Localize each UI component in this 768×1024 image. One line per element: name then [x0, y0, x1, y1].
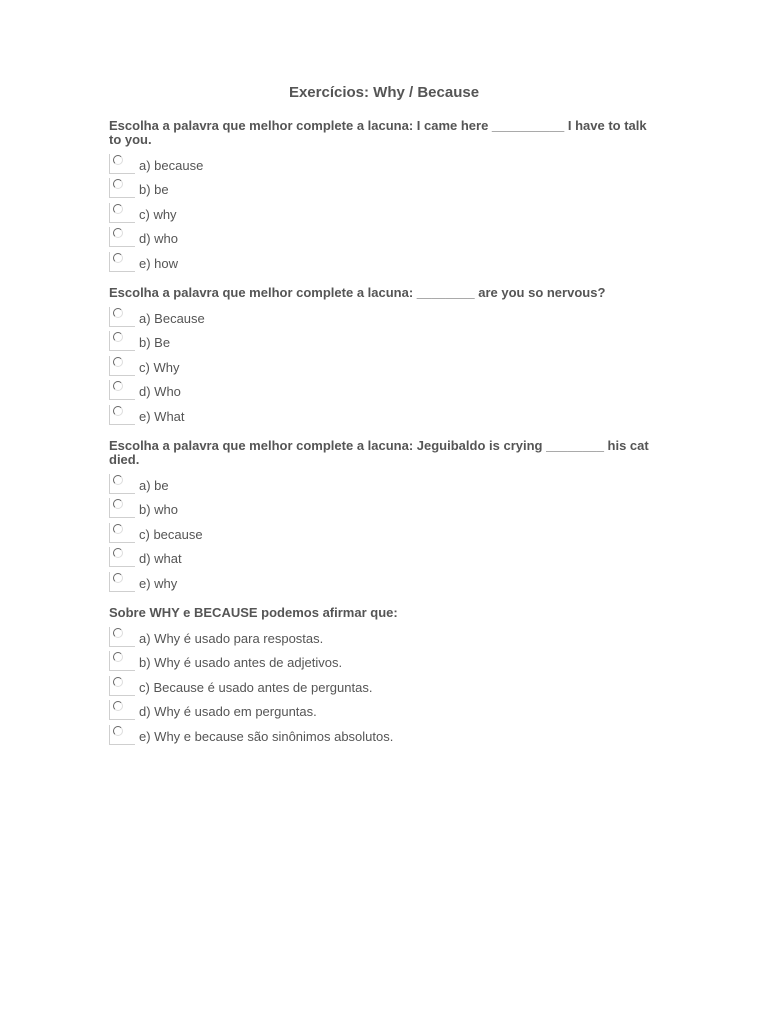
radio-box — [109, 405, 135, 425]
option-label[interactable]: c) why — [139, 206, 177, 222]
question-2 — [109, 286, 669, 425]
radio-box — [109, 356, 135, 376]
option-4e[interactable] — [109, 720, 669, 745]
radio-button[interactable] — [113, 475, 123, 485]
radio-box — [109, 725, 135, 745]
radio-button[interactable] — [113, 548, 123, 558]
option-1b[interactable] — [109, 174, 669, 199]
option-label[interactable]: e) how — [139, 255, 179, 271]
option-1e[interactable] — [109, 247, 669, 272]
radio-button[interactable] — [113, 332, 123, 342]
radio-box — [109, 676, 135, 696]
option-3c[interactable] — [109, 518, 669, 543]
radio-button[interactable] — [113, 253, 123, 263]
radio-box — [109, 307, 135, 327]
option-2a[interactable] — [109, 302, 669, 327]
option-list — [109, 302, 669, 425]
option-label[interactable]: e) Why e because são sinônimos absolutos. — [139, 728, 394, 744]
radio-button[interactable] — [113, 652, 123, 662]
option-1d[interactable] — [109, 223, 669, 248]
option-list — [109, 469, 669, 592]
radio-button[interactable] — [113, 628, 123, 638]
radio-button[interactable] — [113, 204, 123, 214]
option-label[interactable]: b) Why é usado antes de adjetivos. — [139, 655, 343, 671]
page-title: Exercícios: Why / Because — [288, 84, 480, 101]
question-1 — [109, 119, 669, 272]
question-3 — [109, 439, 669, 592]
option-label[interactable]: d) who — [139, 231, 179, 247]
radio-box — [109, 572, 135, 592]
question-list — [109, 119, 669, 759]
radio-box — [109, 203, 135, 223]
option-4a[interactable] — [109, 622, 669, 647]
radio-box — [109, 523, 135, 543]
question-text: Sobre WHY e BECAUSE podemos afirmar que: — [109, 604, 398, 620]
question-text: Escolha a palavra que melhor complete a lacuna: Jeguibaldo is crying ________ his cat died. — [109, 437, 649, 467]
radio-button[interactable] — [113, 677, 123, 687]
radio-box — [109, 651, 135, 671]
option-label[interactable]: e) why — [139, 575, 178, 591]
option-list — [109, 149, 669, 272]
option-2e[interactable] — [109, 400, 669, 425]
option-2d[interactable] — [109, 376, 669, 401]
radio-button[interactable] — [113, 357, 123, 367]
radio-button[interactable] — [113, 701, 123, 711]
option-label[interactable]: b) be — [139, 182, 169, 198]
option-label[interactable]: d) Why é usado em perguntas. — [139, 704, 317, 720]
option-label[interactable]: d) Who — [139, 384, 181, 400]
option-label[interactable]: a) because — [139, 157, 204, 173]
radio-box — [109, 627, 135, 647]
option-4d[interactable] — [109, 696, 669, 721]
option-4c[interactable] — [109, 671, 669, 696]
option-label[interactable]: b) Be — [139, 335, 171, 351]
radio-button[interactable] — [113, 573, 123, 583]
radio-button[interactable] — [113, 179, 123, 189]
radio-button[interactable] — [113, 499, 123, 509]
option-label[interactable]: c) because — [139, 526, 203, 542]
option-3e[interactable] — [109, 567, 669, 592]
radio-box — [109, 700, 135, 720]
radio-box — [109, 547, 135, 567]
option-list — [109, 622, 669, 745]
radio-button[interactable] — [113, 726, 123, 736]
question-text: Escolha a palavra que melhor complete a lacuna: I came here __________ I have to talk to you. — [109, 118, 647, 147]
option-2b[interactable] — [109, 327, 669, 352]
option-2c[interactable] — [109, 351, 669, 376]
option-3b[interactable] — [109, 494, 669, 519]
option-label[interactable]: a) Why é usado para respostas. — [139, 630, 324, 646]
radio-box — [109, 154, 135, 174]
radio-button[interactable] — [113, 381, 123, 391]
radio-box — [109, 380, 135, 400]
option-4b[interactable] — [109, 647, 669, 672]
question-4 — [109, 606, 669, 745]
option-1a[interactable] — [109, 149, 669, 174]
option-3a[interactable] — [109, 469, 669, 494]
radio-button[interactable] — [113, 228, 123, 238]
radio-box — [109, 227, 135, 247]
radio-box — [109, 178, 135, 198]
radio-button[interactable] — [113, 406, 123, 416]
option-label[interactable]: c) Why — [139, 359, 180, 375]
option-label[interactable]: a) be — [139, 477, 169, 493]
option-label[interactable]: c) Because é usado antes de perguntas. — [139, 679, 373, 695]
radio-box — [109, 331, 135, 351]
option-label[interactable]: b) who — [139, 502, 179, 518]
radio-button[interactable] — [113, 155, 123, 165]
question-text: Escolha a palavra que melhor complete a lacuna: ________ are you so nervous? — [109, 284, 606, 300]
radio-button[interactable] — [113, 308, 123, 318]
option-label[interactable]: a) Because — [139, 310, 205, 326]
radio-box — [109, 252, 135, 272]
option-label[interactable]: d) what — [139, 551, 182, 567]
radio-button[interactable] — [113, 524, 123, 534]
option-3d[interactable] — [109, 543, 669, 568]
radio-box — [109, 498, 135, 518]
radio-box — [109, 474, 135, 494]
option-label[interactable]: e) What — [139, 408, 185, 424]
option-1c[interactable] — [109, 198, 669, 223]
